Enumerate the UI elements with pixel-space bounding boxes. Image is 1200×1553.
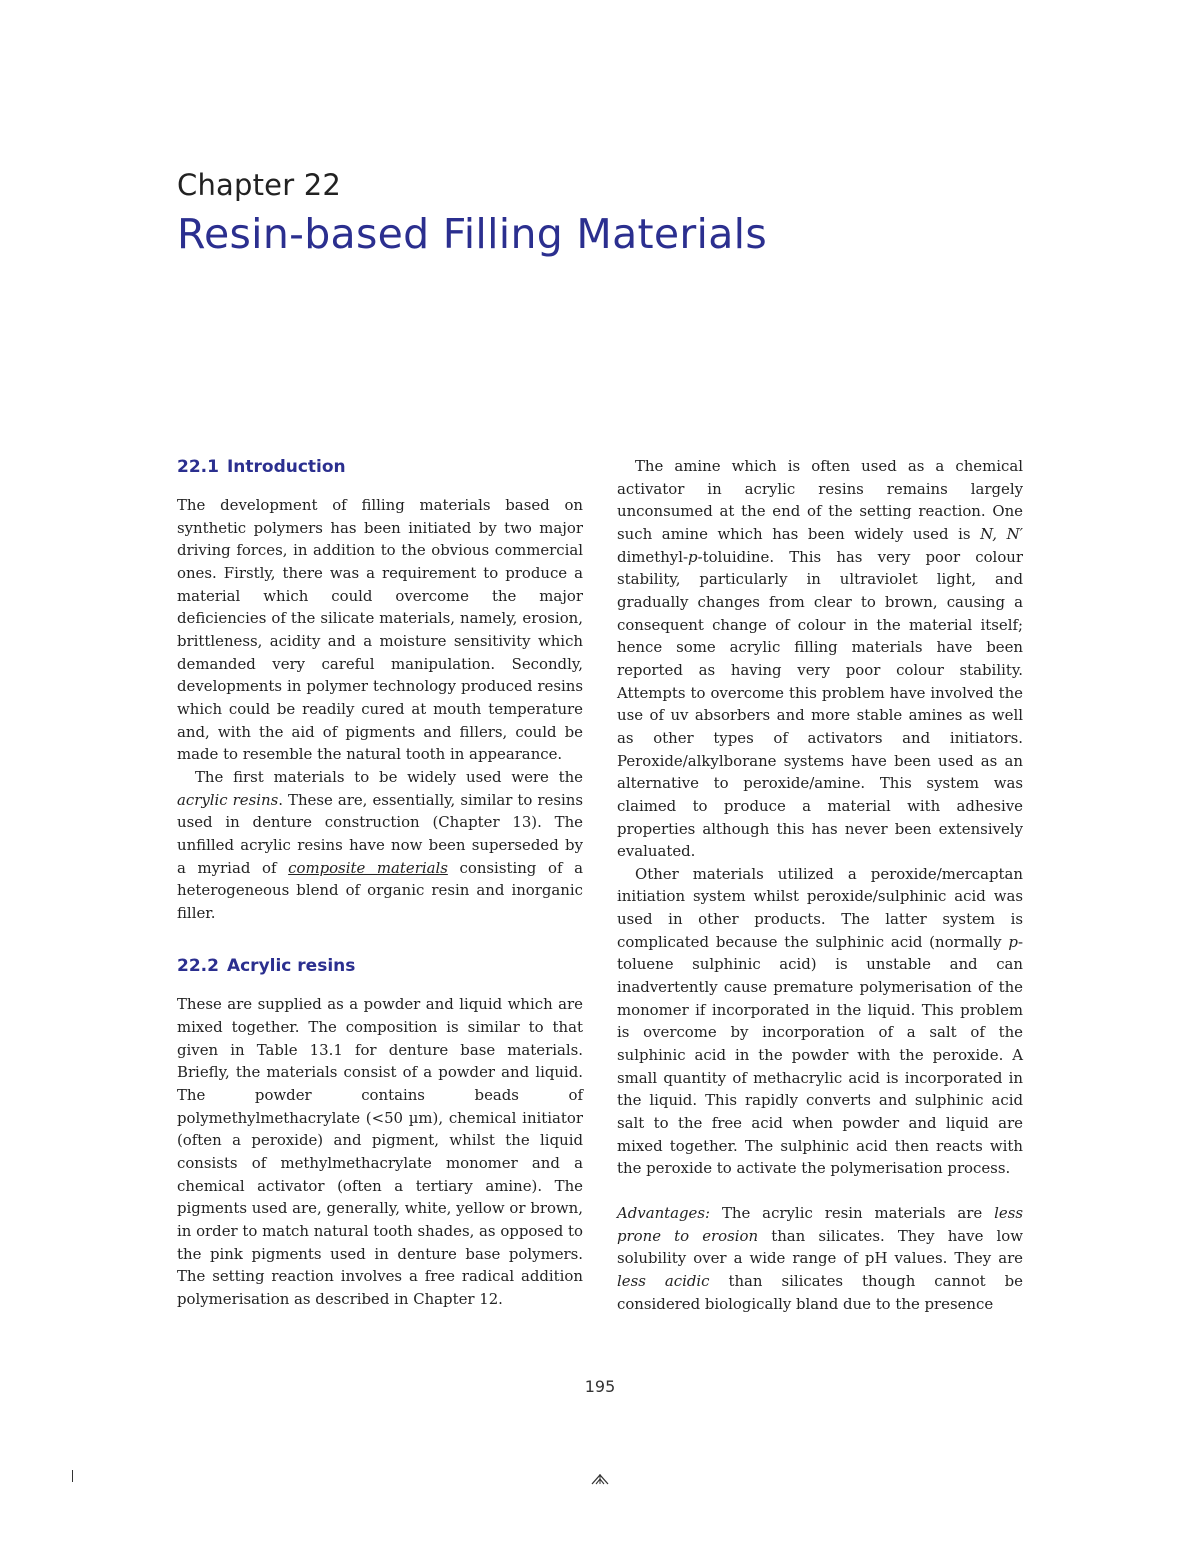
text-run: Other materials utilized a peroxide/mercaptan initiation system whilst peroxide/sulphinic acid was used in other products. The latter system is complicated because the sulphinic acid (normally (617, 864, 1023, 951)
emphasis-advantages-label: Advantages: (617, 1204, 711, 1222)
emphasis-acrylic-resins: acrylic resins (177, 790, 279, 809)
printer-mark-icon (591, 1473, 609, 1488)
section-heading-acrylic-resins (177, 954, 583, 978)
page-number: 195 (584, 1377, 616, 1396)
paragraph (177, 766, 583, 925)
text-run: -toluidine. This has very poor colour stability, particularly in ultraviolet light, and gradually changes from clear to brown, causing a consequent change of colour in the material itself; hence some acrylic filling materials have been reported as having very poor colour stability. Attempts to overcome this problem have involved the use of uv absorbers and more stable amines as well as other types of activators and initiators. Peroxide/alkylborane systems have been used as an alternative to peroxide/amine. This system was claimed to produce a material with adhesive properties although this has never been extensively evaluated. (617, 547, 1023, 861)
text-run: The acrylic resin materials are (710, 1204, 995, 1222)
section-number: 22.1 (177, 457, 219, 477)
paragraph (617, 863, 1023, 1180)
emphasis-amine-name: N, N′ (980, 524, 1023, 543)
section-title: Introduction (226, 457, 346, 477)
text-run: consisting of a heterogeneous blend of organic resin and inorganic filler. (177, 858, 583, 922)
right-column (617, 455, 1023, 1315)
text-run: than silicates. They have low solubility over a wide range of pH values. They are (617, 1226, 1023, 1268)
text-run: . These are, essentially, similar to resins used in denture construction (Chapter 13). The unfilled acrylic resins have now been superseded by a myriad of (177, 790, 583, 877)
spacer (177, 924, 583, 954)
emphasis-less-acidic: less acidic (617, 1271, 710, 1290)
text-run: than silicates though cannot be considered biologically bland due to the presence (617, 1271, 1023, 1313)
emphasis-less-prone-to-erosion: less prone to erosion (617, 1204, 1023, 1245)
section-title: Acrylic resins (226, 956, 356, 977)
emphasis-para: p (688, 547, 698, 566)
paragraph (617, 455, 1023, 863)
text-run: dimethyl- (617, 547, 689, 566)
crop-mark (72, 1470, 73, 1482)
spacer (617, 1180, 1023, 1202)
paragraph: These are supplied as a powder and liquid which are mixed together. The composition is similar to that given in Table 13.1 for denture base materials. Briefly, the materials consist of a powder and liquid. The powder contains beads of polymethylmethacrylate (<50 µm), chemical initiator (often a peroxide) and pigment, whilst the liquid consists of methylmethacrylate monomer and a chemical activator (often a tertiary amine). The pigments used are, generally, white, yellow or brown, in order to match natural tooth shades, as opposed to the pink pigments used in denture base polymers. The setting reaction involves a free radical addition polymerisation as described in Chapter 12. (177, 995, 583, 1308)
emphasis-composite-materials: composite materials (288, 858, 448, 877)
text-run: The first materials to be widely used were the (195, 767, 583, 786)
chapter-title: Resin-based Filling Materials (177, 210, 768, 258)
section-heading-introduction (177, 455, 583, 479)
chapter-label: Chapter 22 (177, 168, 342, 202)
text-run: The amine which is often used as a chemical activator in acrylic resins remains largely unconsumed at the end of the setting reaction. One such amine which has been widely used is (617, 457, 1023, 543)
text-run: -toluene sulphinic acid) is unstable and can inadvertently cause premature polymerisation of the monomer if incorporated in the liquid. This problem is overcome by incorporation of a salt of the sulphinic acid in the powder with the peroxide. A small quantity of methacrylic acid is incorporated in the liquid. This rapidly converts and sulphinic acid salt to the free acid when powder and liquid are mixed together. The sulphinic acid then reacts with the peroxide to activate the polymerisation process. (617, 932, 1023, 1178)
paragraph: The development of filling materials based on synthetic polymers has been initiated by two major driving forces, in addition to the obvious commercial ones. Firstly, there was a requirement to produce a material which could overcome the major deficiencies of the silicate materials, namely, erosion, brittleness, acidity and a moisture sensitivity which demanded very careful manipulation. Secondly, developments in polymer technology produced resins which could be readily cured at mouth temperature and, with the aid of pigments and fillers, could be made to resemble the natural tooth in appearance. (177, 496, 583, 764)
section-number: 22.2 (177, 956, 219, 977)
emphasis-para: p (1008, 932, 1018, 951)
left-column (177, 455, 583, 1311)
paragraph-advantages (617, 1202, 1023, 1315)
